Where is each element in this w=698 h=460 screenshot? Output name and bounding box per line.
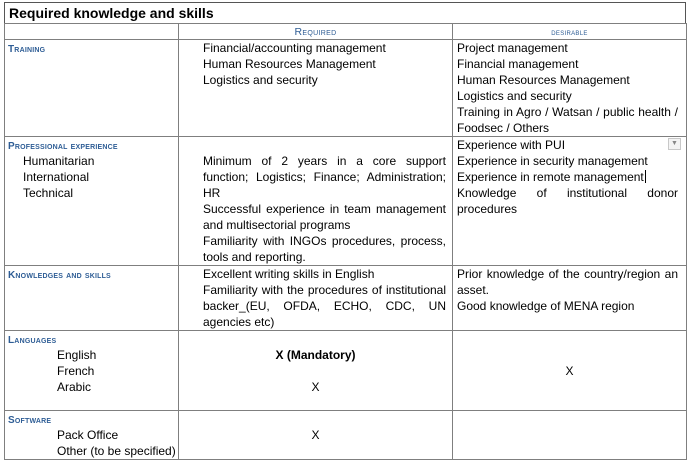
experience-desirable-text: Experience in remote management: [457, 170, 644, 184]
software-required-mark: X: [311, 428, 320, 442]
experience-desirable-item: Experience with PUI: [457, 138, 566, 152]
language-desirable-mark: [453, 379, 686, 395]
training-required-item: Human Resources Management: [203, 57, 376, 71]
row-professional-experience: [5, 137, 687, 266]
software-required-mark: [179, 443, 452, 459]
row-software: [5, 411, 687, 460]
table-title: Required knowledge and skills: [9, 5, 214, 21]
language-item: French: [57, 364, 95, 378]
column-header-required: Required: [294, 26, 337, 38]
language-required-mark: X (Mandatory): [275, 348, 356, 362]
experience-label: Professional experience: [8, 141, 118, 152]
knowledges-desirable-cell[interactable]: [453, 266, 687, 331]
knowledges-required-item: Excellent writing skills in English: [203, 267, 375, 281]
header-desirable-cell: [453, 24, 687, 40]
software-item: Other (to be specified): [57, 444, 176, 458]
row-knowledges-skills: [5, 266, 687, 331]
experience-sub-item: International: [23, 170, 90, 184]
experience-required-item: Successful experience in team management and multisectorial programs: [203, 202, 446, 232]
header-row: [5, 24, 687, 40]
requirements-sheet: [4, 2, 688, 458]
experience-desirable-item: Experience in security management: [457, 154, 648, 168]
language-desirable-mark: [453, 347, 686, 363]
header-category-cell: [5, 24, 179, 40]
training-desirable-item: Training in Agro / Watsan / public health / Foodsec / Others: [457, 105, 678, 135]
experience-desirable-cell[interactable]: [453, 137, 687, 266]
column-header-desirable: desirable: [551, 27, 588, 37]
requirements-table: [4, 23, 687, 460]
knowledges-desirable-item: Good knowledge of MENA region: [457, 299, 635, 313]
training-label-cell: [5, 40, 179, 137]
software-required-cell[interactable]: [179, 411, 453, 460]
languages-label: Languages: [8, 335, 57, 346]
experience-desirable-item: [457, 169, 678, 185]
language-item: English: [57, 348, 97, 362]
experience-required-item: Familiarity with INGOs procedures, process, tools and reporting.: [203, 234, 446, 264]
training-label: Training: [8, 44, 46, 55]
language-desirable-mark: X: [565, 364, 574, 378]
training-desirable-item: Logistics and security: [457, 89, 572, 103]
row-languages: [5, 331, 687, 411]
training-desirable-item: Project management: [457, 41, 568, 55]
software-item: Pack Office: [57, 428, 119, 442]
software-desirable-mark: [453, 427, 686, 443]
training-desirable-cell[interactable]: [453, 40, 687, 137]
software-label: Software: [8, 415, 52, 426]
experience-sub-item: Humanitarian: [23, 154, 95, 168]
training-desirable-item: Financial management: [457, 57, 579, 71]
knowledges-required-item: Familiarity with the procedures of institutional backer_(EU, OFDA, ECHO, CDC, UN agencies etc): [203, 283, 446, 329]
experience-sub-item: Technical: [23, 186, 74, 200]
row-training: [5, 40, 687, 137]
software-desirable-mark: [453, 443, 686, 459]
knowledges-required-cell[interactable]: [179, 266, 453, 331]
experience-required-item: Minimum of 2 years in a core support function; Logistics; Finance; Administration; HR: [203, 154, 446, 200]
languages-required-cell[interactable]: [179, 331, 453, 411]
language-required-mark: [179, 363, 452, 379]
table-title-bar: [4, 2, 686, 24]
training-required-cell[interactable]: [179, 40, 453, 137]
experience-label-cell: [5, 137, 179, 266]
software-desirable-cell[interactable]: [453, 411, 687, 460]
training-desirable-item: Human Resources Management: [457, 73, 630, 87]
experience-required-cell[interactable]: [179, 137, 453, 266]
experience-desirable-item: Knowledge of institutional donor procedures: [457, 186, 678, 216]
languages-desirable-cell[interactable]: [453, 331, 687, 411]
language-required-mark: X: [311, 380, 320, 394]
knowledges-label-cell: [5, 266, 179, 331]
knowledges-label: Knowledges and skills: [8, 270, 111, 281]
text-cursor: [645, 170, 646, 183]
software-label-cell: [5, 411, 179, 460]
languages-label-cell: [5, 331, 179, 411]
header-required-cell: [179, 24, 453, 40]
training-required-item: Financial/accounting management: [203, 41, 386, 55]
training-required-item: Logistics and security: [203, 73, 318, 87]
language-item: Arabic: [57, 380, 92, 394]
chevron-down-icon[interactable]: ▼: [668, 138, 681, 150]
knowledges-desirable-item: Prior knowledge of the country/region an asset.: [457, 267, 678, 297]
